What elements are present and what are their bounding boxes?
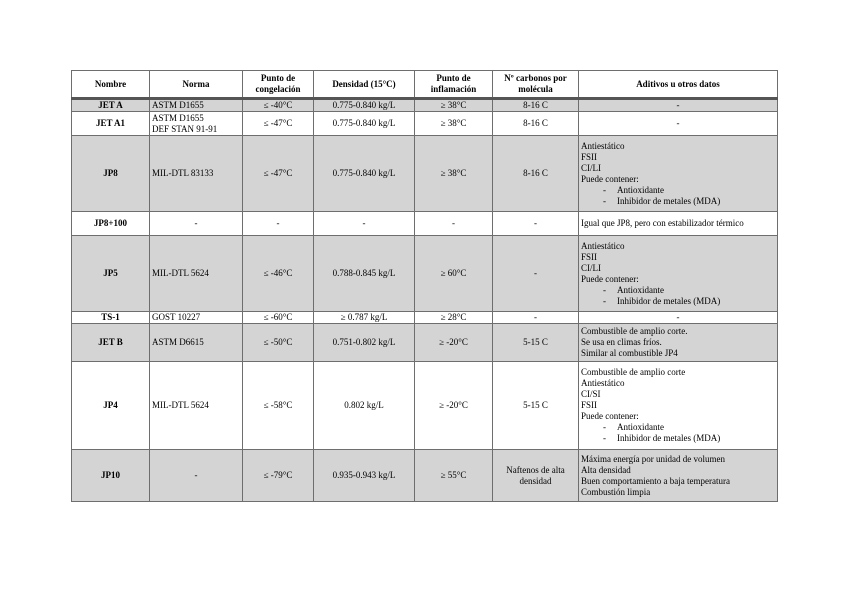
cell-densidad: 0.935-0.943 kg/L	[314, 450, 415, 502]
cell-punto-inflamacion: ≥ -20°C	[415, 324, 493, 362]
aditivo-line: CI/SI	[581, 389, 601, 399]
cell-carbonos: 5-15 C	[493, 362, 579, 450]
aditivo-line: Buen comportamiento a baja temperatura	[581, 475, 730, 486]
cell-norma	[150, 362, 243, 450]
norma-line: ASTM D1655	[152, 100, 204, 110]
aditivo-line: Combustible de amplio corte.	[581, 326, 688, 336]
cell-punto-congelacion: ≤ -47°C	[243, 136, 314, 212]
cell-punto-inflamacion: ≥ 60°C	[415, 236, 493, 312]
header-densidad: Densidad (15°C)	[314, 71, 415, 99]
cell-punto-congelacion: ≤ -50°C	[243, 324, 314, 362]
cell-nombre: JP8+100	[72, 212, 150, 236]
aditivo-line: FSII	[581, 400, 598, 410]
table-row	[72, 212, 778, 236]
cell-densidad: 0.802 kg/L	[314, 362, 415, 450]
cell-densidad: 0.775-0.840 kg/L	[314, 99, 415, 112]
cell-nombre: JP8	[72, 136, 150, 212]
fuel-properties-table	[71, 70, 778, 502]
table-row	[72, 236, 778, 312]
table-row	[72, 362, 778, 450]
aditivo-subitem-text: Inhibidor de metales (MDA)	[617, 433, 721, 443]
header-carbonos: Nº carbonos por molécula	[493, 71, 579, 99]
table-row	[72, 136, 778, 212]
table-row	[72, 324, 778, 362]
aditivo-subitem	[581, 185, 775, 196]
cell-nombre: JP4	[72, 362, 150, 450]
cell-densidad: -	[314, 212, 415, 236]
aditivo-line: CI/LI	[581, 162, 601, 173]
cell-nombre: JP5	[72, 236, 150, 312]
cell-carbonos: -	[493, 212, 579, 236]
cell-punto-inflamacion: ≥ -20°C	[415, 362, 493, 450]
norma-line: ASTM D1655	[152, 112, 204, 123]
cell-aditivos	[579, 236, 778, 312]
header-row	[72, 71, 778, 99]
aditivo-subitem	[581, 422, 775, 433]
aditivo-subitem	[581, 285, 775, 296]
cell-aditivos	[579, 362, 778, 450]
cell-punto-inflamacion: ≥ 38°C	[415, 136, 493, 212]
aditivo-subitem-text: Inhibidor de metales (MDA)	[617, 195, 721, 206]
cell-punto-congelacion: ≤ -58°C	[243, 362, 314, 450]
cell-aditivos	[579, 212, 778, 236]
norma-line: DEF STAN 91-91	[152, 123, 218, 134]
dash-bullet: -	[603, 184, 606, 195]
aditivo-line: Máxima energía por unidad de volumen	[581, 453, 726, 464]
norma-line: MIL-DTL 5624	[152, 400, 209, 410]
cell-aditivos	[579, 324, 778, 362]
aditivo-line: Puede contener:	[581, 173, 639, 184]
aditivo-line: Combustible de amplio corte	[581, 367, 686, 377]
dash-bullet: -	[603, 284, 606, 295]
aditivo-subitem	[581, 296, 775, 307]
cell-aditivos	[579, 99, 778, 112]
dash-bullet: -	[603, 195, 606, 206]
cell-carbonos: 5-15 C	[493, 324, 579, 362]
cell-punto-inflamacion: ≥ 38°C	[415, 112, 493, 136]
aditivo-line: -	[676, 118, 680, 128]
header-norma: Norma	[150, 71, 243, 99]
aditivo-line: Se usa en climas fríos.	[581, 337, 662, 347]
cell-punto-congelacion: ≤ -47°C	[243, 112, 314, 136]
dash-bullet: -	[603, 295, 606, 306]
cell-punto-congelacion: ≤ -40°C	[243, 99, 314, 112]
dash-bullet: -	[603, 422, 606, 432]
cell-norma	[150, 312, 243, 324]
cell-carbonos: Naftenos de alta densidad	[493, 450, 579, 502]
cell-norma	[150, 212, 243, 236]
cell-norma	[150, 236, 243, 312]
aditivo-line: Antiestático	[581, 378, 625, 388]
cell-punto-inflamacion: -	[415, 212, 493, 236]
cell-punto-inflamacion: ≥ 38°C	[415, 99, 493, 112]
cell-punto-congelacion: ≤ -46°C	[243, 236, 314, 312]
aditivo-line: FSII	[581, 151, 598, 162]
aditivo-line: -	[676, 100, 680, 110]
header-nombre: Nombre	[72, 71, 150, 99]
cell-carbonos: -	[493, 312, 579, 324]
aditivo-subitem-text: Antioxidante	[617, 422, 664, 432]
norma-line: -	[194, 470, 198, 480]
norma-line: MIL-DTL 5624	[152, 268, 209, 278]
aditivo-line: Puede contener:	[581, 411, 639, 421]
cell-punto-inflamacion: ≥ 55°C	[415, 450, 493, 502]
cell-punto-congelacion: -	[243, 212, 314, 236]
cell-nombre: TS-1	[72, 312, 150, 324]
header-punto-inflamacion: Punto de inflamación	[415, 71, 493, 99]
cell-carbonos: -	[493, 236, 579, 312]
aditivo-subitem-text: Antioxidante	[617, 284, 664, 295]
cell-nombre: JET A1	[72, 112, 150, 136]
cell-aditivos	[579, 112, 778, 136]
cell-carbonos: 8-16 C	[493, 99, 579, 112]
aditivo-line: Igual que JP8, pero con estabilizador térmico	[581, 218, 744, 228]
cell-punto-congelacion: ≤ -60°C	[243, 312, 314, 324]
cell-norma	[150, 136, 243, 212]
aditivo-line: CI/LI	[581, 262, 601, 273]
cell-aditivos	[579, 450, 778, 502]
aditivo-line: Antiestático	[581, 140, 625, 151]
aditivo-subitem	[581, 433, 775, 444]
table-row	[72, 99, 778, 112]
aditivo-line: Similar al combustible JP4	[581, 348, 678, 358]
aditivo-line: Alta densidad	[581, 464, 631, 475]
dash-bullet: -	[603, 433, 606, 443]
cell-norma	[150, 112, 243, 136]
aditivo-line: FSII	[581, 251, 598, 262]
cell-carbonos: 8-16 C	[493, 112, 579, 136]
cell-norma	[150, 450, 243, 502]
cell-norma	[150, 324, 243, 362]
table-row	[72, 112, 778, 136]
norma-line: GOST 10227	[152, 312, 201, 322]
table-row	[72, 312, 778, 324]
aditivo-line: Antiestático	[581, 240, 625, 251]
norma-line: ASTM D6615	[152, 337, 204, 347]
aditivo-line: Puede contener:	[581, 273, 639, 284]
aditivo-subitem	[581, 196, 775, 207]
norma-line: -	[194, 218, 198, 228]
cell-aditivos	[579, 136, 778, 212]
cell-nombre: JET B	[72, 324, 150, 362]
cell-norma	[150, 99, 243, 112]
table-row	[72, 450, 778, 502]
cell-densidad: ≥ 0.787 kg/L	[314, 312, 415, 324]
aditivo-line: -	[676, 312, 680, 322]
aditivo-subitem-text: Antioxidante	[617, 184, 664, 195]
cell-nombre: JP10	[72, 450, 150, 502]
aditivo-subitem-text: Inhibidor de metales (MDA)	[617, 295, 721, 306]
cell-punto-congelacion: ≤ -79°C	[243, 450, 314, 502]
header-aditivos: Aditivos u otros datos	[579, 71, 778, 99]
header-punto-congelacion: Punto de congelación	[243, 71, 314, 99]
norma-line: MIL-DTL 83133	[152, 168, 214, 178]
cell-densidad: 0.751-0.802 kg/L	[314, 324, 415, 362]
cell-aditivos	[579, 312, 778, 324]
cell-densidad: 0.775-0.840 kg/L	[314, 136, 415, 212]
cell-carbonos: 8-16 C	[493, 136, 579, 212]
cell-punto-inflamacion: ≥ 28°C	[415, 312, 493, 324]
cell-nombre: JET A	[72, 99, 150, 112]
aditivo-line: Combustión limpia	[581, 486, 651, 497]
cell-densidad: 0.788-0.845 kg/L	[314, 236, 415, 312]
cell-densidad: 0.775-0.840 kg/L	[314, 112, 415, 136]
